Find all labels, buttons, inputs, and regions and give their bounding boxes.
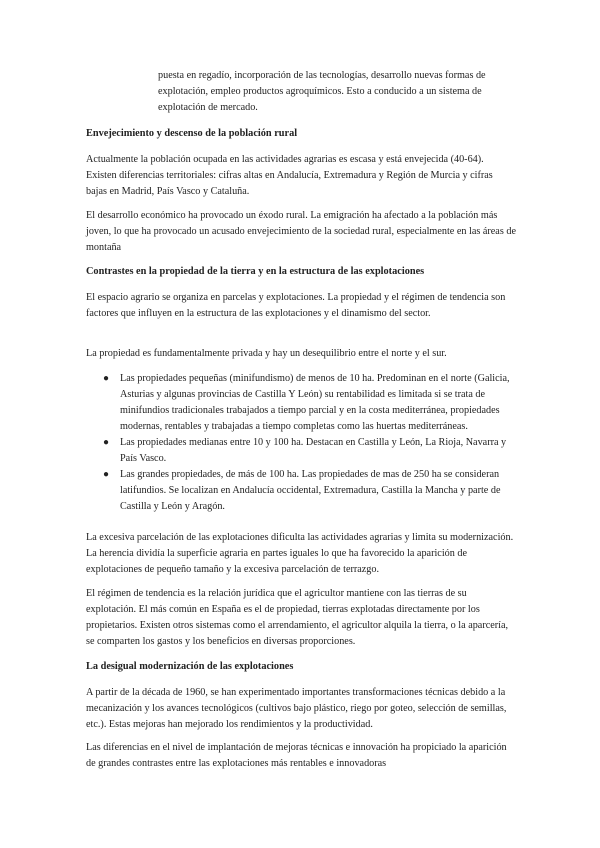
bullet-icon: ● [103, 437, 110, 448]
list-item: ● Las propiedades pequeñas (minifundismo) de menos de 10 ha. Predominan en el norte (Galicia, Asturias y algunas provincias de Castilla Y León) su rentabilidad es limitada si se trata de minifundios tradicionales trabajados a tiempo parcial y en la costa mediterránea, propiedades modernas, rentables y trabajadas a tiempo completas como las huertas mediterráneas. [103, 373, 510, 432]
list-item: ● Las propiedades medianas entre 10 y 100 ha. Destacan en Castilla y León, La Rioja, Navarra y País Vasco. [103, 437, 507, 464]
bullet-icon: ● [103, 373, 110, 384]
heading-envejecimiento: Envejecimiento y descenso de la población rural [86, 128, 298, 139]
paragraph: La propiedad es fundamentalmente privada y hay un desequilibrio entre el norte y el sur. [86, 348, 447, 359]
paragraph: Las diferencias en el nivel de implantación de mejoras técnicas e innovación ha propiciado la aparición de grandes contrastes entre las explotaciones más rentables e innovadoras [86, 742, 507, 769]
paragraph: A partir de la década de 1960, se han experimentado importantes transformaciones técnicas debido a la mecanización y los avances tecnológicos (cultivos bajo plástico, riego por goteo, selección de semillas, etc.). Estas mejoras han mejorado los rendimientos y la productividad. [86, 687, 507, 730]
paragraph: El régimen de tendencia es la relación jurídica que el agricultor mantiene con las tierras de su explotación. El más común en España es el de propiedad, tierras explotadas directamente por los propietarios. Existen otros sistemas como el arrendamiento, el agricultor alquila la tierra, o la aparcería, se comparten los gastos y los beneficios en diversas proporciones. [86, 588, 509, 647]
paragraph: El desarrollo económico ha provocado un éxodo rural. La emigración ha afectado a la población más joven, lo que ha provocado un acusado envejecimiento de la sociedad rural, especialmente en las áreas de montaña [86, 210, 516, 253]
paragraph: Actualmente la población ocupada en las actividades agrarias es escasa y está envejecida (40-64). Existen diferencias territoriales: cifras altas en Andalucía, Extremadura y Región de Murcia y cifras bajas en Madrid, País Vasco y Cataluña. [86, 154, 493, 197]
heading-modernizacion: La desigual modernización de las explotaciones [86, 661, 294, 672]
property-bullet-list [86, 371, 516, 515]
list-item: ● Las grandes propiedades, de más de 100 ha. Las propiedades de mas de 250 ha se consideran latifundios. Se localizan en Andalucía occidental, Extremadura, Castilla la Mancha y parte de Castilla y León y Aragón. [103, 469, 501, 512]
bullet-icon: ● [103, 469, 110, 480]
paragraph: El espacio agrario se organiza en parcelas y explotaciones. La propiedad y el régimen de tendencia son factores que influyen en la estructura de las explotaciones y el dinamismo del sector. [86, 292, 506, 319]
heading-contrastes: Contrastes en la propiedad de la tierra y en la estructura de las explotaciones [86, 266, 425, 277]
continuation-paragraph: puesta en regadío, incorporación de las tecnologías, desarrollo nuevas formas de explotación, empleo productos agroquímicos. Esto a conducido a un sistema de explotación de mercado. [158, 70, 486, 113]
paragraph: La excesiva parcelación de las explotaciones dificulta las actividades agrarias y limita su modernización. La herencia dividía la superficie agraria en partes iguales lo que ha favorecido la aparición de explotaciones de pequeño tamaño y la excesiva parcelación de terrazgo. [86, 532, 514, 575]
